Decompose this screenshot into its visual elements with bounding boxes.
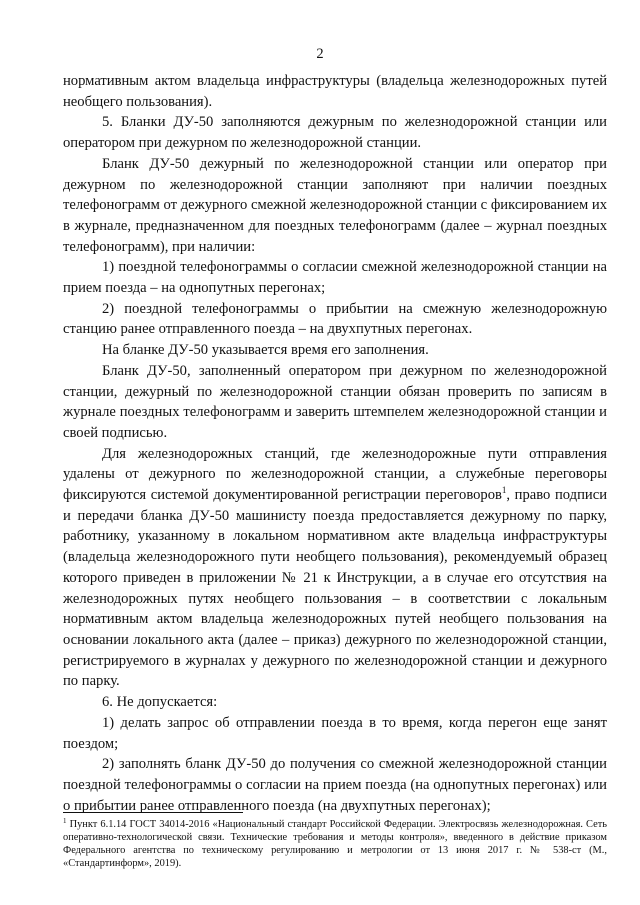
paragraph-text-before: Для железнодорожных станций, где железнодорожные пути отправления удалены от дежурного по железнодорожной станции, а служебные переговоры фиксируются системой документированной регистрации переговоров — [63, 445, 607, 504]
page-number: 2 — [316, 46, 324, 62]
paragraph: На бланке ДУ-50 указывается время его заполнения. — [102, 342, 429, 359]
document-body — [63, 71, 607, 816]
paragraph: Бланк ДУ-50 дежурный по железнодорожной станции или оператор при дежурном по железнодорожной станции заполняют при наличии поездных телефонограмм от дежурного смежной железнодорожной станции с фиксированием их в журнале, предназначенном для поездных телефонограмм (далее – журнал поездных телефонограмм), при наличии: — [63, 155, 607, 255]
paragraph-text-after: , право подписи и передачи бланка ДУ-50 машинисту поезда предоставляется дежурному по парку, работнику, указанному в локальном нормативном акте владельца инфраструктуры (владельца железнодорожного пути необщего пользования), рекомендуемый образец которого приведен в приложении № 21 к Инструкции, а в случае его отсутствия на железнодорожных путях необщего пользования – в соответствии с локальным нормативным актом владельца железнодорожных путей необщего пользования на основании локального акта (далее – приказ) дежурного по железнодорожной станции, регистрируемого в журналах у дежурного по железнодорожной станции и дежурного по парку. — [63, 487, 608, 690]
footnote-body: Пункт 6.1.14 ГОСТ 34014-2016 «Национальный стандарт Российской Федерации. Электросвязь железнодорожная. Сеть оперативно-технологической связи. Технические требования и методы контроля», введенного в действие приказом Федерального агентства по техническому регулированию и метрологии от 13 июня 2017 г. № 538-ст (М., «Стандартинформ», 2019). — [63, 819, 607, 869]
footnote-mark: 1 — [63, 817, 67, 825]
footnote-reference: 1 — [501, 485, 507, 496]
paragraph: 2) поездной телефонограммы о прибытии на смежную железнодорожную станцию ранее отправленного поезда – на двухпутных перегонах. — [63, 300, 607, 338]
paragraph: нормативным актом владельца инфраструктуры (владельца железнодорожных путей необщего пользования). — [63, 73, 607, 110]
footnote-divider — [63, 812, 243, 813]
footnote-text — [63, 818, 607, 870]
paragraph: 1) поездной телефонограммы о согласии смежной железнодорожной станции на прием поезда – на однопутных перегонах; — [63, 259, 607, 297]
paragraph-with-footnote-ref — [63, 444, 607, 692]
footnote — [63, 818, 607, 870]
paragraph: 6. Не допускается: — [102, 694, 218, 711]
paragraph: 5. Бланки ДУ-50 заполняются дежурным по железнодорожной станции или оператором при дежурном по железнодорожной станции. — [63, 114, 607, 152]
paragraph: 2) заполнять бланк ДУ-50 до получения со смежной железнодорожной станции поездной телефонограммы о согласии на прием поезда (на однопутных перегонах) или о прибытии ранее отправленного поезда (на двухпутных перегонах); — [63, 756, 607, 814]
paragraph: Бланк ДУ-50, заполненный оператором при дежурном по железнодорожной станции, дежурный по железнодорожной станции обязан проверить по записям в журнале поездных телефонограмм и заверить штемпелем железнодорожной станции и своей подписью. — [63, 362, 607, 441]
paragraph: 1) делать запрос об отправлении поезда в то время, когда перегон еще занят поездом; — [63, 714, 607, 752]
